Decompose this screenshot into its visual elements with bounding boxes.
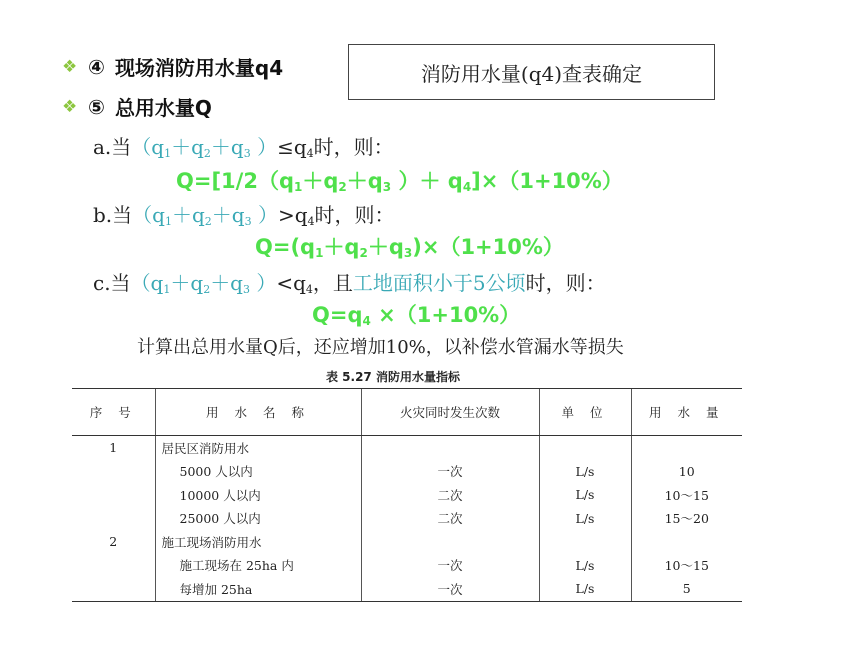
cell-name: 居民区消防用水: [155, 436, 361, 460]
condition-tail: 时，则：: [525, 271, 606, 295]
table-caption: 表 5.27 消防用水量指标: [326, 370, 460, 384]
cell-times: 一次: [361, 577, 539, 601]
cell-no: [72, 507, 155, 531]
condition-tail: 时，则：: [314, 203, 395, 227]
cell-name: 25000 人以内: [155, 507, 361, 531]
cell-unit: [539, 436, 631, 460]
table-row: [72, 436, 742, 460]
bullet-item-q4: [62, 52, 283, 81]
note-text: 计算出总用水量Q后，还应增加10%，以补偿水管漏水等损失: [137, 337, 624, 358]
table-row: [72, 530, 742, 554]
condition-tail: 时，则：: [313, 135, 394, 159]
table-row: [72, 554, 742, 578]
condition-area: 工地面积小于5公顷: [352, 271, 526, 295]
cell-unit: L/s: [539, 460, 631, 484]
diamond-bullet-icon: ❖: [62, 56, 78, 77]
bullet-number: ⑤: [88, 94, 105, 119]
table-row: [72, 483, 742, 507]
condition-expr: （$q_1+q_2+q_3$ ）: [130, 271, 277, 296]
cell-times: 二次: [361, 507, 539, 531]
cell-no: 2: [109, 534, 118, 550]
cell-amount: 5: [631, 577, 742, 601]
cell-no: 1: [109, 440, 118, 456]
cell-amount: 10～15: [631, 554, 742, 578]
cell-name: 5000 人以内: [155, 460, 361, 484]
condition-expr: （$q_1+q_2+q_3$ ）: [132, 203, 278, 228]
cell-name: 每增加 25ha: [155, 577, 361, 601]
cell-amount: 15～20: [631, 507, 742, 531]
condition-b: b.当（$q_1+q_2+q_3$ ）$>q_4$时，则：: [93, 203, 395, 228]
diamond-bullet-icon: ❖: [62, 96, 78, 117]
cell-unit: L/s: [539, 554, 631, 578]
header-name: 用 水 名 称: [155, 389, 361, 436]
cell-times: [361, 436, 539, 460]
bullet-text: 现场消防用水量q4: [114, 56, 284, 80]
bullet-number: ④: [88, 54, 105, 79]
cell-unit: L/s: [539, 577, 631, 601]
table-row: [72, 460, 742, 484]
callout-box: [348, 44, 715, 100]
water-usage-table: [72, 388, 742, 602]
table-row: [72, 577, 742, 601]
cell-amount: [631, 436, 742, 460]
formula-b: $Q=(q_1+q_2+q_3)\times(1+10\%)$: [255, 235, 564, 260]
cell-times: 一次: [361, 460, 539, 484]
cell-no: [72, 460, 155, 484]
cell-no: [72, 554, 155, 578]
header-amount: 用 水 量: [631, 389, 742, 436]
cell-times: [361, 530, 539, 554]
condition-prefix: c.当: [93, 271, 131, 295]
cell-name: 施工现场在 25ha 内: [155, 554, 361, 578]
cell-name: 10000 人以内: [155, 483, 361, 507]
condition-op: ≤q: [277, 135, 307, 159]
condition-a: a.当（$q_1+q_2+q_3$ ）$\le q_4$时，则：: [93, 135, 394, 160]
cell-times: 一次: [361, 554, 539, 578]
bullet-text: 总用水量Q: [114, 96, 212, 120]
condition-expr: （$q_1+q_2+q_3$ ）: [131, 135, 278, 160]
header-unit: 单 位: [539, 389, 631, 436]
cell-amount: [631, 530, 742, 554]
cell-unit: L/s: [539, 483, 631, 507]
cell-unit: L/s: [539, 507, 631, 531]
cell-amount: 10: [631, 460, 742, 484]
cell-unit: [539, 530, 631, 554]
cell-amount: 10～15: [631, 483, 742, 507]
condition-op: <q: [276, 271, 306, 295]
cell-times: 二次: [361, 483, 539, 507]
condition-mid: ，且: [312, 271, 353, 295]
cell-no: [72, 483, 155, 507]
bullet-item-total: [62, 92, 212, 121]
condition-c: c.当（$q_1+q_2+q_3$ ）$<q_4$，且工地面积小于5公顷时，则：: [93, 271, 606, 296]
header-no: 序 号: [72, 389, 155, 436]
formula-a: $Q=[1/2(q_1+q_2+q_3$ ）＋ $q_4]\times(1+10\%)$: [176, 169, 623, 194]
condition-prefix: a.当: [93, 135, 132, 159]
condition-op: >q: [277, 203, 308, 227]
cell-name: 施工现场消防用水: [155, 530, 361, 554]
table-row: [72, 507, 742, 531]
condition-prefix: b.当: [93, 203, 133, 227]
table-header-row: [72, 389, 742, 436]
header-times: 火灾同时发生次数: [361, 389, 539, 436]
cell-no: [72, 577, 155, 601]
formula-c: $Q=q_4 \times(1+10\%)$: [312, 303, 521, 328]
callout-text: 消防用水量(q4)查表确定: [420, 61, 643, 86]
